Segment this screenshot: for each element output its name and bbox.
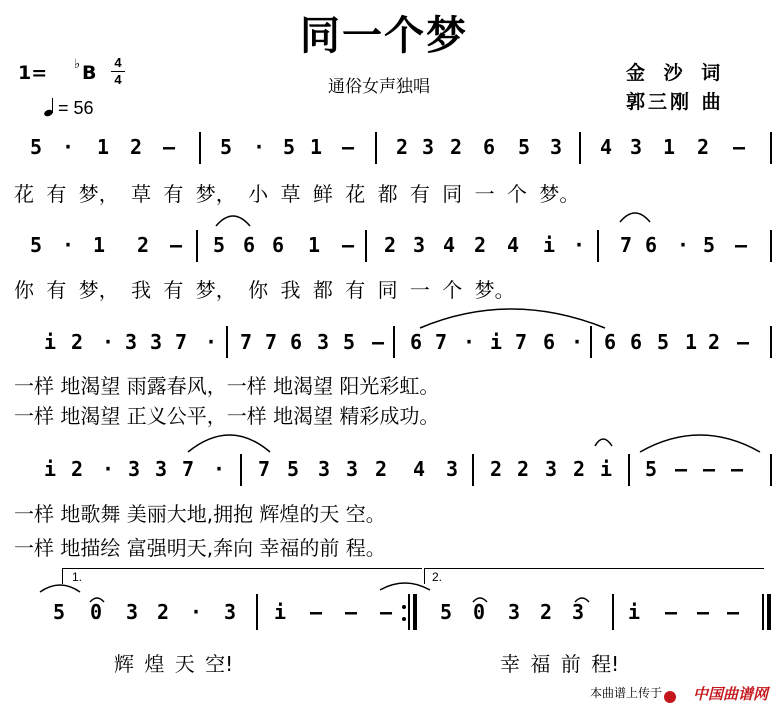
note-2-20: · — [677, 233, 690, 257]
note-5-2: 0 — [90, 600, 103, 624]
note-5-19: – — [727, 600, 740, 624]
note-2-21: 5 — [703, 233, 716, 257]
lyrics-line-1: 花 有 梦， 草 有 梦， 小 草 鲜 花 都 有 同 一 个 梦。 — [14, 182, 580, 206]
note-3-14: 6 — [410, 330, 423, 354]
note-4-1: i — [44, 457, 57, 481]
note-2-9: 1 — [308, 233, 321, 257]
note-1-21: – — [733, 135, 746, 159]
note-3-8: 7 — [240, 330, 253, 354]
note-1-5: – — [163, 135, 176, 159]
note-4-5: 3 — [155, 457, 168, 481]
note-5-17: – — [665, 600, 678, 624]
lyrics-line-4a: 一样 地歌舞 美丽大地,拥抱 辉煌的天 空。 — [14, 502, 386, 526]
note-2-22: – — [735, 233, 748, 257]
note-4-12: 2 — [375, 457, 388, 481]
note-3-11: 3 — [317, 330, 330, 354]
note-4-3: · — [102, 457, 115, 481]
note-3-16: · — [463, 330, 476, 354]
note-1-3: 1 — [97, 135, 110, 159]
note-4-8: 7 — [258, 457, 271, 481]
note-3-17: i — [490, 330, 503, 354]
note-5-6: 3 — [224, 600, 237, 624]
time-top: 4 — [114, 55, 122, 70]
note-1-1: 5 — [30, 135, 43, 159]
lyricist-credit: 金 沙 词 — [626, 62, 727, 84]
note-1-7: · — [253, 135, 266, 159]
slur — [595, 439, 612, 446]
note-5-13: 3 — [508, 600, 521, 624]
slur — [380, 583, 430, 590]
note-1-13: 2 — [450, 135, 463, 159]
note-5-18: – — [697, 600, 710, 624]
fermata — [575, 598, 589, 602]
note-4-16: 2 — [517, 457, 530, 481]
note-4-2: 2 — [71, 457, 84, 481]
note-1-17: 4 — [600, 135, 613, 159]
note-4-13: 4 — [413, 457, 426, 481]
note-4-15: 2 — [490, 457, 503, 481]
note-2-5: – — [170, 233, 183, 257]
note-3-24: 1 — [685, 330, 698, 354]
note-2-11: 2 — [384, 233, 397, 257]
note-4-21: – — [675, 457, 688, 481]
slur — [640, 435, 760, 452]
note-1-18: 3 — [630, 135, 643, 159]
note-3-6: 7 — [175, 330, 188, 354]
note-1-12: 3 — [422, 135, 435, 159]
slur — [420, 309, 605, 328]
note-5-10: – — [380, 600, 393, 624]
note-1-19: 1 — [663, 135, 676, 159]
note-2-6: 5 — [213, 233, 226, 257]
slur — [188, 435, 270, 452]
lyrics-ending-2: 幸 福 前 程! — [500, 652, 620, 676]
note-5-7: i — [274, 600, 287, 624]
note-2-1: 5 — [30, 233, 43, 257]
note-3-21: 6 — [604, 330, 617, 354]
note-5-15: 3 — [572, 600, 585, 624]
note-3-5: 3 — [150, 330, 163, 354]
note-2-2: · — [62, 233, 75, 257]
note-4-18: 2 — [573, 457, 586, 481]
note-2-16: i — [543, 233, 556, 257]
note-2-18: 7 — [620, 233, 633, 257]
note-5-12: 0 — [473, 600, 486, 624]
tempo-value: = 56 — [58, 98, 94, 118]
lyrics-line-4b: 一样 地描绘 富强明天,奔向 幸福的前 程。 — [14, 536, 386, 560]
note-3-7: · — [205, 330, 218, 354]
note-4-10: 3 — [318, 457, 331, 481]
note-5-3: 3 — [126, 600, 139, 624]
note-5-1: 5 — [53, 600, 66, 624]
note-1-10: – — [342, 135, 355, 159]
note-4-20: 5 — [645, 457, 658, 481]
note-2-12: 3 — [413, 233, 426, 257]
time-bottom: 4 — [114, 72, 122, 87]
note-5-11: 5 — [440, 600, 453, 624]
note-2-10: – — [342, 233, 355, 257]
note-4-22: – — [703, 457, 716, 481]
lyrics-line-3a: 一样 地渴望 雨露春风，一样 地渴望 阳光彩虹。 — [14, 374, 440, 398]
note-2-7: 6 — [243, 233, 256, 257]
note-4-23: – — [731, 457, 744, 481]
note-2-13: 4 — [443, 233, 456, 257]
note-4-6: 7 — [182, 457, 195, 481]
note-3-1: i — [44, 330, 57, 354]
note-1-8: 5 — [283, 135, 296, 159]
note-1-14: 6 — [483, 135, 496, 159]
key-signature: 1= — [18, 62, 48, 84]
note-3-26: – — [737, 330, 750, 354]
note-4-11: 3 — [346, 457, 359, 481]
note-1-16: 3 — [550, 135, 563, 159]
note-1-2: · — [62, 135, 75, 159]
note-5-9: – — [345, 600, 358, 624]
key-note: B — [82, 62, 97, 84]
note-3-20: · — [571, 330, 584, 354]
subtitle: 通俗女声独唱 — [328, 77, 430, 97]
note-4-14: 3 — [446, 457, 459, 481]
composer-credit: 郭三刚 曲 — [626, 91, 724, 113]
volta-2-label: 2. — [432, 570, 443, 584]
note-5-4: 2 — [157, 600, 170, 624]
lyrics-ending-1: 辉 煌 天 空! — [114, 652, 234, 676]
note-1-20: 2 — [697, 135, 710, 159]
lyrics-line-2: 你 有 梦， 我 有 梦， 你 我 都 有 同 一 个 梦。 — [14, 278, 515, 302]
slur — [620, 213, 650, 222]
note-3-3: · — [102, 330, 115, 354]
note-4-17: 3 — [545, 457, 558, 481]
fermata — [90, 598, 104, 602]
note-2-14: 2 — [474, 233, 487, 257]
note-2-19: 6 — [645, 233, 658, 257]
note-2-8: 6 — [272, 233, 285, 257]
logo-icon — [664, 691, 676, 703]
note-3-18: 7 — [515, 330, 528, 354]
flat-sign: ♭ — [74, 56, 81, 71]
note-4-4: 3 — [128, 457, 141, 481]
note-1-4: 2 — [130, 135, 143, 159]
note-5-16: i — [628, 600, 641, 624]
note-3-2: 2 — [71, 330, 84, 354]
slur — [40, 585, 80, 592]
note-5-14: 2 — [540, 600, 553, 624]
note-2-15: 4 — [507, 233, 520, 257]
footer-text: 本曲谱上传于 — [589, 686, 662, 700]
note-3-15: 7 — [435, 330, 448, 354]
page-title: 同一个梦 — [300, 13, 468, 59]
note-3-19: 6 — [543, 330, 556, 354]
note-1-9: 1 — [310, 135, 323, 159]
slur — [216, 216, 250, 226]
note-3-22: 6 — [630, 330, 643, 354]
note-4-9: 5 — [287, 457, 300, 481]
note-1-6: 5 — [220, 135, 233, 159]
note-3-23: 5 — [657, 330, 670, 354]
lyrics-line-3b: 一样 地渴望 正义公平，一样 地渴望 精彩成功。 — [14, 404, 440, 428]
note-3-13: – — [372, 330, 385, 354]
note-2-4: 2 — [137, 233, 150, 257]
note-3-10: 6 — [290, 330, 303, 354]
note-1-11: 2 — [396, 135, 409, 159]
note-5-8: – — [310, 600, 323, 624]
fermata — [473, 598, 487, 602]
note-5-5: · — [190, 600, 203, 624]
note-4-19: i — [600, 457, 613, 481]
note-3-4: 3 — [125, 330, 138, 354]
note-2-17: · — [573, 233, 586, 257]
note-1-15: 5 — [518, 135, 531, 159]
note-3-25: 2 — [708, 330, 721, 354]
volta-1-label: 1. — [72, 570, 83, 584]
note-3-12: 5 — [343, 330, 356, 354]
site-logo[interactable]: 中国曲谱网 — [692, 685, 768, 703]
note-4-7: · — [213, 457, 226, 481]
note-3-9: 7 — [265, 330, 278, 354]
note-2-3: 1 — [93, 233, 106, 257]
